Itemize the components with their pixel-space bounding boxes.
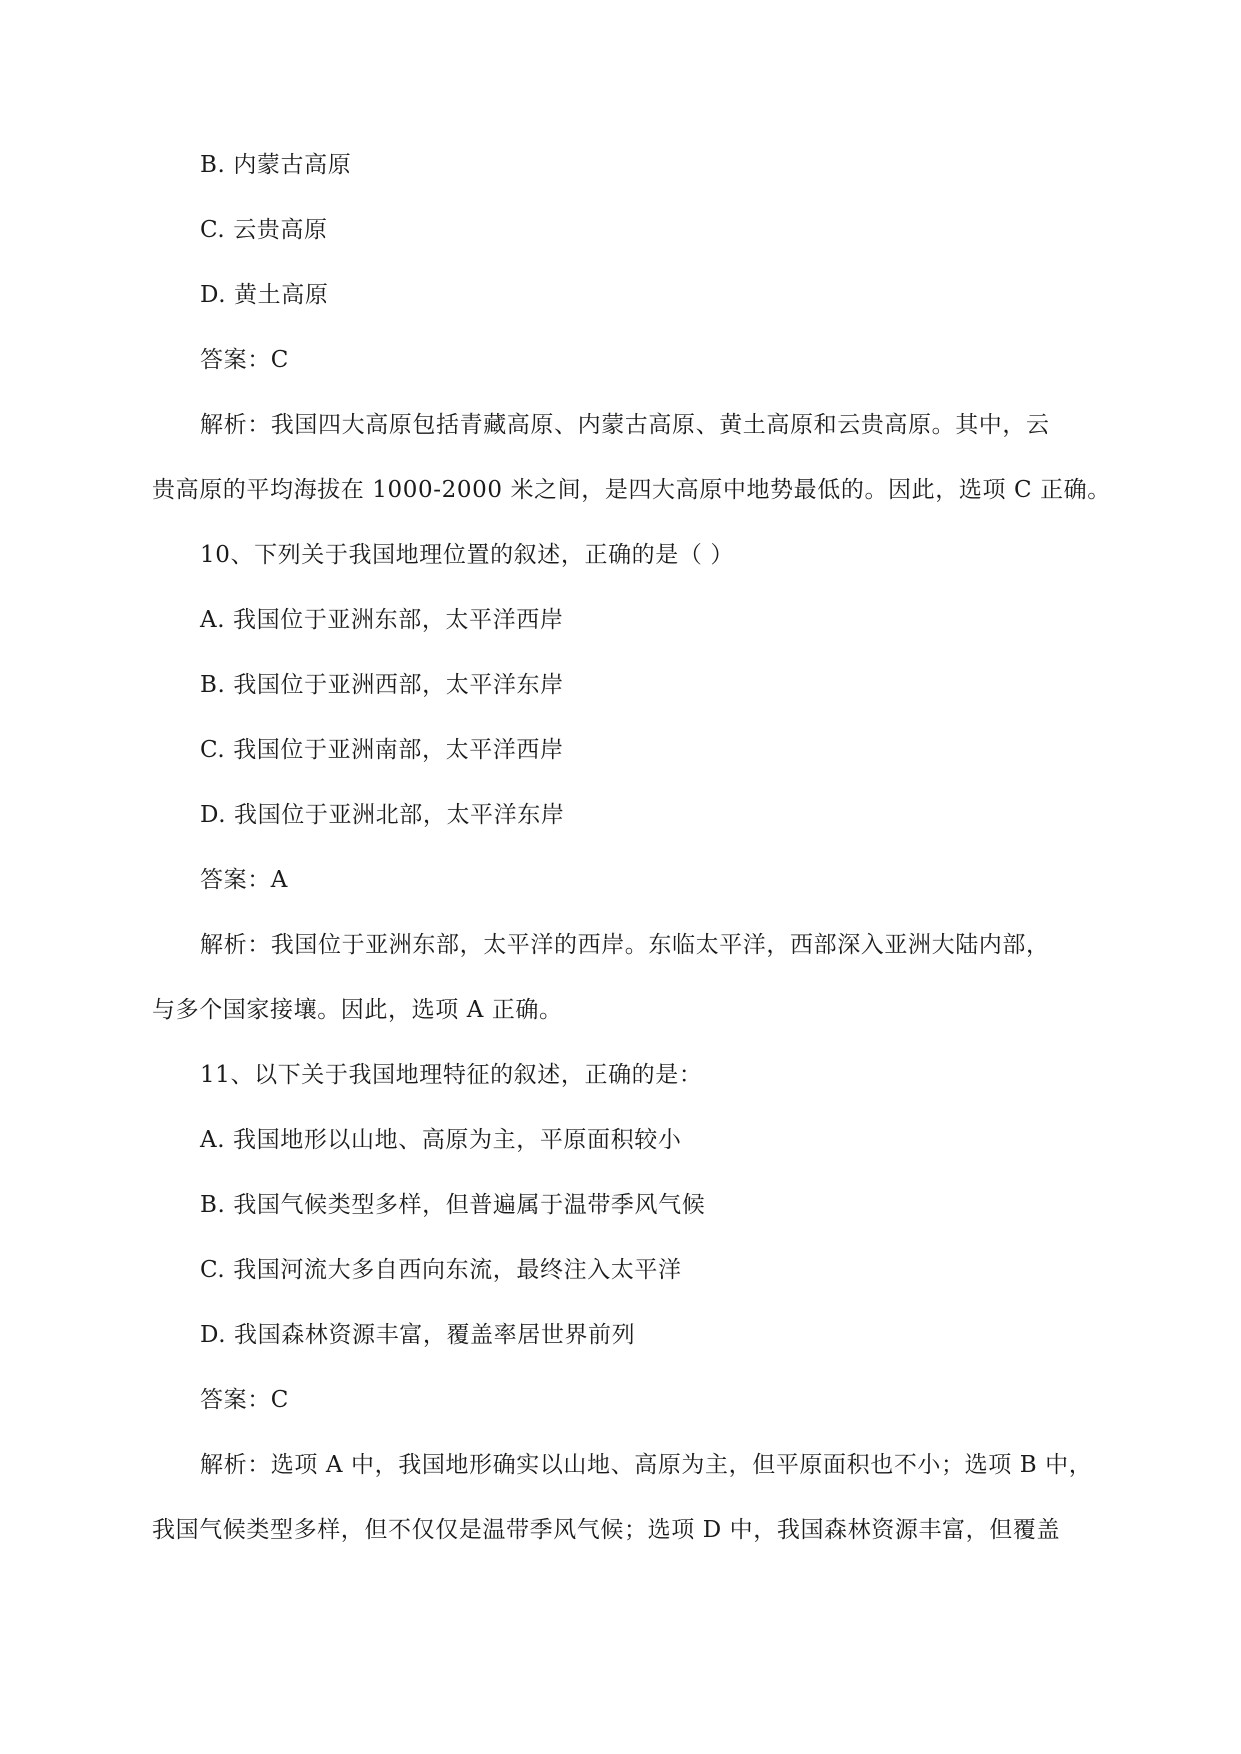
q9-option-b: B. 内蒙古高原 [200,152,352,178]
q10-option-b: B. 我国位于亚洲西部，太平洋东岸 [200,672,564,698]
q11-analysis-line-1: 解析：选项 A 中，我国地形确实以山地、高原为主，但平原面积也不小；选项 B 中， [200,1452,1093,1478]
q10-question: 10、下列关于我国地理位置的叙述，正确的是（ ） [200,542,734,568]
q10-option-d: D. 我国位于亚洲北部，太平洋东岸 [200,802,565,828]
q10-analysis-line-2: 与多个国家接壤。因此，选项 A 正确。 [152,997,563,1023]
q9-option-d: D. 黄土高原 [200,282,329,308]
q11-option-a: A. 我国地形以山地、高原为主，平原面积较小 [200,1127,682,1153]
q9-answer: 答案：C [200,347,289,373]
q10-option-a: A. 我国位于亚洲东部，太平洋西岸 [200,607,564,633]
q9-option-c: C. 云贵高原 [200,217,328,243]
q9-analysis-line-2: 贵高原的平均海拔在 1000-2000 米之间，是四大高原中地势最低的。因此，选项 C 正确。 [152,477,1111,503]
q11-option-d: D. 我国森林资源丰富，覆盖率居世界前列 [200,1322,636,1348]
q11-answer: 答案：C [200,1387,289,1413]
q10-option-c: C. 我国位于亚洲南部，太平洋西岸 [200,737,564,763]
q10-answer: 答案：A [200,867,289,893]
q11-option-c: C. 我国河流大多自西向东流，最终注入太平洋 [200,1257,682,1283]
q11-question: 11、以下关于我国地理特征的叙述，正确的是： [200,1062,703,1088]
q10-analysis-line-1: 解析：我国位于亚洲东部，太平洋的西岸。东临太平洋，西部深入亚洲大陆内部， [200,932,1050,958]
q9-analysis-line-1: 解析：我国四大高原包括青藏高原、内蒙古高原、黄土高原和云贵高原。其中，云 [200,412,1050,438]
q11-analysis-line-2: 我国气候类型多样，但不仅仅是温带季风气候；选项 D 中，我国森林资源丰富，但覆盖 [152,1517,1061,1543]
q11-option-b: B. 我国气候类型多样，但普遍属于温带季风气候 [200,1192,706,1218]
